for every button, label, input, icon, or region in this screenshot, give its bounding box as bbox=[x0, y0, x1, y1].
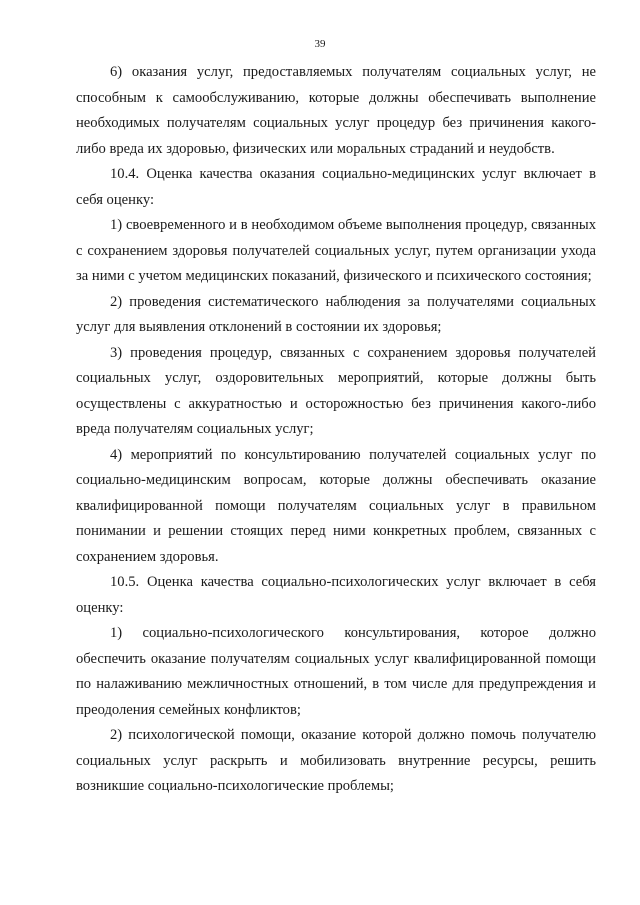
paragraph-10-5-item-1: 1) социально-психологического консультирования, которое должно обеспечить оказание получателям социальных услуг квалифицированной помощи по налаживанию межличностных отношений, в том числе для предупреждения и преодоления семейных конфликтов; bbox=[76, 625, 596, 718]
paragraph-10-5-heading: 10.5. Оценка качества социально-психологических услуг включает в себя оценку: bbox=[76, 574, 596, 616]
paragraph-10-4-item-4: 4) мероприятий по консультированию получателей социальных услуг по социально-медицинским вопросам, которые должны обеспечивать оказание квалифицированной помощи получателям социальных услуг в правильном понимании и решении стоящих перед ними конкретных проблем, связанных с сохранением здоровья. bbox=[76, 446, 596, 565]
paragraph-10-4-item-1: 1) своевременного и в необходимом объеме выполнения процедур, связанных с сохранением здоровья получателей социальных услуг, путем организации ухода за ними с учетом медицинских показаний, физического и психического состояния; bbox=[76, 217, 596, 284]
paragraph-10-5-item-2: 2) психологической помощи, оказание которой должно помочь получателю социальных услуг раскрыть и мобилизовать внутренние ресурсы, решить возникшие социально-психологические проблемы; bbox=[76, 727, 596, 794]
paragraph-item-6-self-care: 6) оказания услуг, предоставляемых получателям социальных услуг, не способным к самообслуживанию, которые должны обеспечивать выполнение необходимых получателям социальных услуг процедур без причинения какого-либо вреда их здоровью, физических или моральных страданий и неудобств. bbox=[76, 64, 596, 157]
page-number: 39 bbox=[314, 38, 326, 50]
paragraph-10-4-heading: 10.4. Оценка качества оказания социально-медицинских услуг включает в себя оценку: bbox=[76, 166, 596, 208]
document-body bbox=[76, 60, 596, 800]
paragraph-10-4-item-3: 3) проведения процедур, связанных с сохранением здоровья получателей социальных услуг, оздоровительных мероприятий, которые должны быть осуществлены с аккуратностью и осторожностью без причинения какого-либо вреда получателям социальных услуг; bbox=[76, 344, 596, 437]
paragraph-10-4-item-2: 2) проведения систематического наблюдения за получателями социальных услуг для выявления отклонений в состоянии их здоровья; bbox=[76, 293, 596, 335]
